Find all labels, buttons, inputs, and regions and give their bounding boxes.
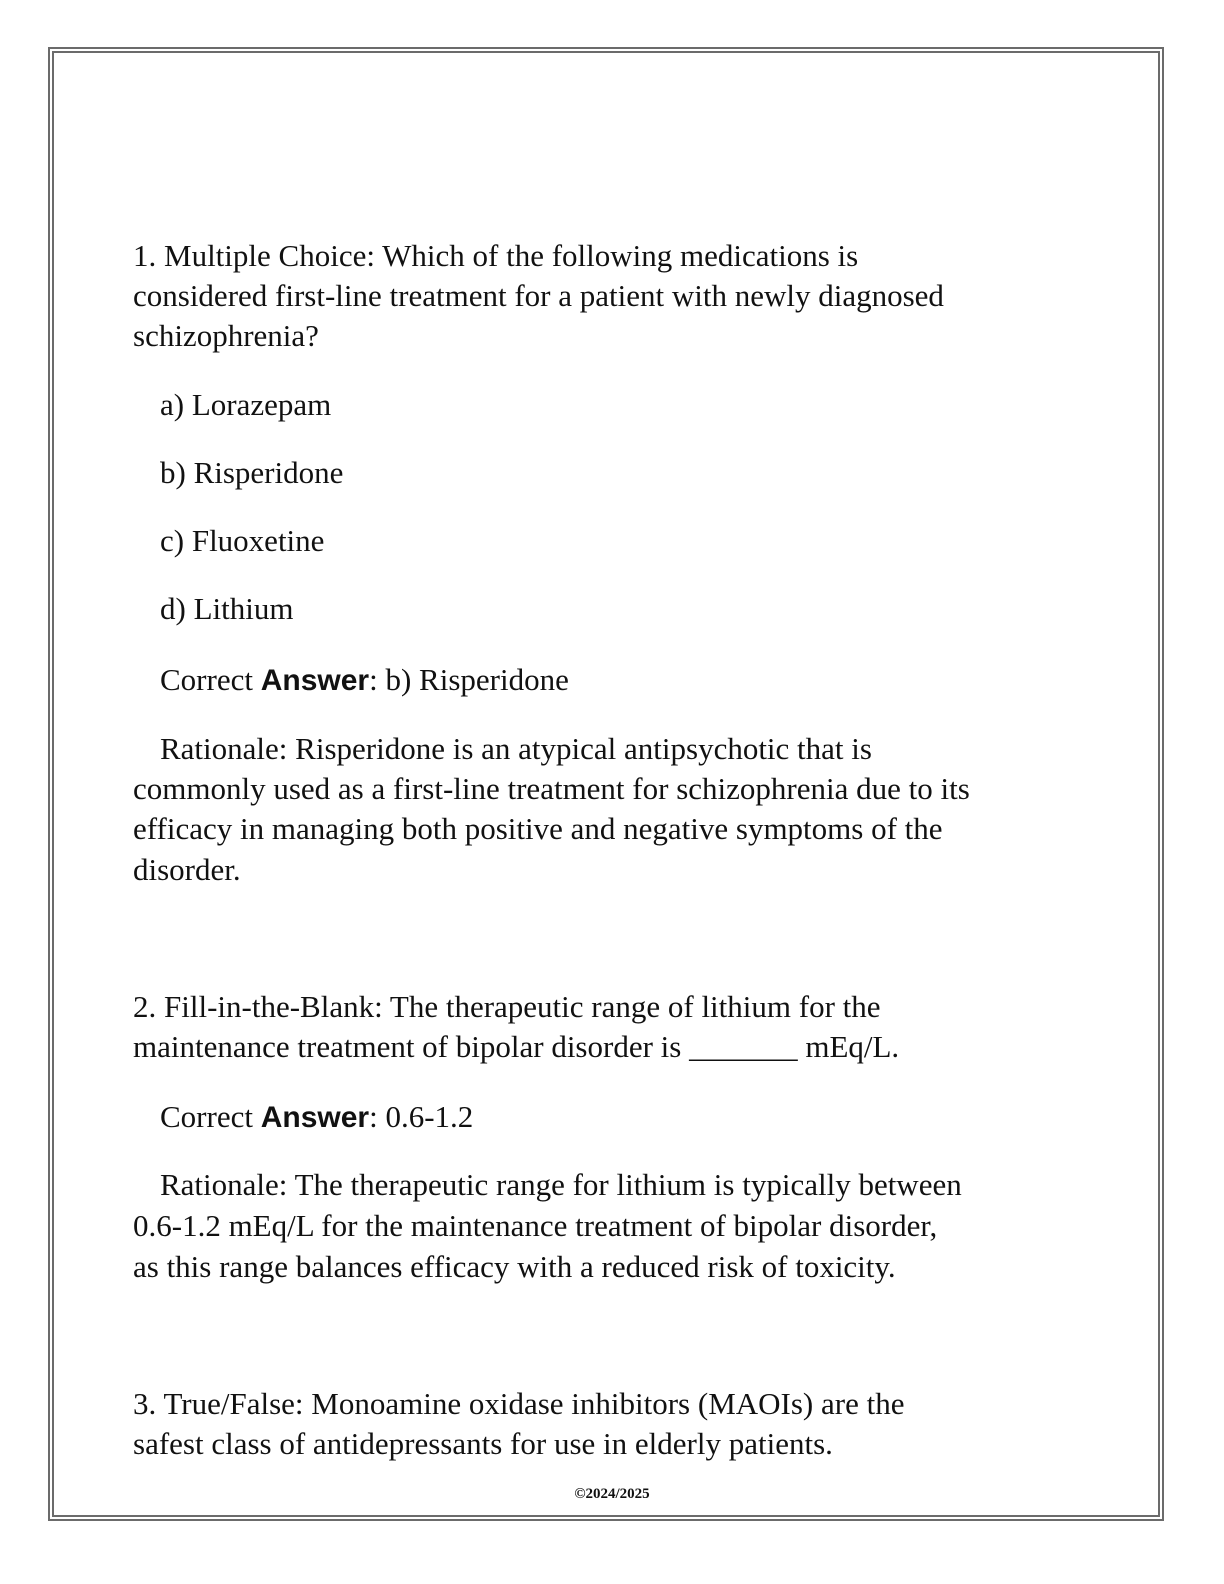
answer-label: Answer — [260, 1101, 370, 1134]
rationale-1-line-3: efficacy in managing both positive and negative symptoms of the — [133, 811, 943, 846]
option-c: c) Fluoxetine — [160, 523, 325, 558]
correct-answer-prefix: Correct — [160, 662, 261, 697]
correct-answer-2 — [160, 1097, 473, 1138]
rationale-1-line-1: Rationale: Risperidone is an atypical antipsychotic that is — [160, 731, 872, 766]
question-1-line-1: 1. Multiple Choice: Which of the following medications is — [133, 238, 859, 273]
copyright-footer: ©2024/2025 — [574, 1486, 650, 1502]
option-d: d) Lithium — [160, 591, 294, 626]
question-2-line-2: maintenance treatment of bipolar disorder is _______ mEq/L. — [133, 1029, 900, 1064]
question-1-line-2: considered first-line treatment for a patient with newly diagnosed — [133, 278, 944, 313]
rationale-2-line-2: 0.6-1.2 mEq/L for the maintenance treatment of bipolar disorder, — [133, 1208, 938, 1243]
rationale-1-line-2: commonly used as a first-line treatment for schizophrenia due to its — [133, 771, 970, 806]
option-b: b) Risperidone — [160, 455, 344, 490]
answer-label: Answer — [260, 664, 370, 697]
rationale-1-line-4: disorder. — [133, 852, 241, 887]
correct-answer-1 — [160, 660, 569, 701]
question-3-line-1: 3. True/False: Monoamine oxidase inhibitors (MAOIs) are the — [133, 1386, 905, 1421]
question-1-line-3: schizophrenia? — [133, 318, 319, 353]
correct-answer-prefix: Correct — [160, 1099, 261, 1134]
correct-answer-value: : b) Risperidone — [369, 662, 569, 697]
question-3-line-2: safest class of antidepressants for use in elderly patients. — [133, 1426, 833, 1461]
rationale-2-line-1: Rationale: The therapeutic range for lithium is typically between — [160, 1167, 962, 1202]
question-2-line-1: 2. Fill-in-the-Blank: The therapeutic range of lithium for the — [133, 989, 881, 1024]
rationale-2-line-3: as this range balances efficacy with a reduced risk of toxicity. — [133, 1249, 896, 1284]
correct-answer-value: : 0.6-1.2 — [369, 1099, 474, 1134]
option-a: a) Lorazepam — [160, 387, 332, 422]
